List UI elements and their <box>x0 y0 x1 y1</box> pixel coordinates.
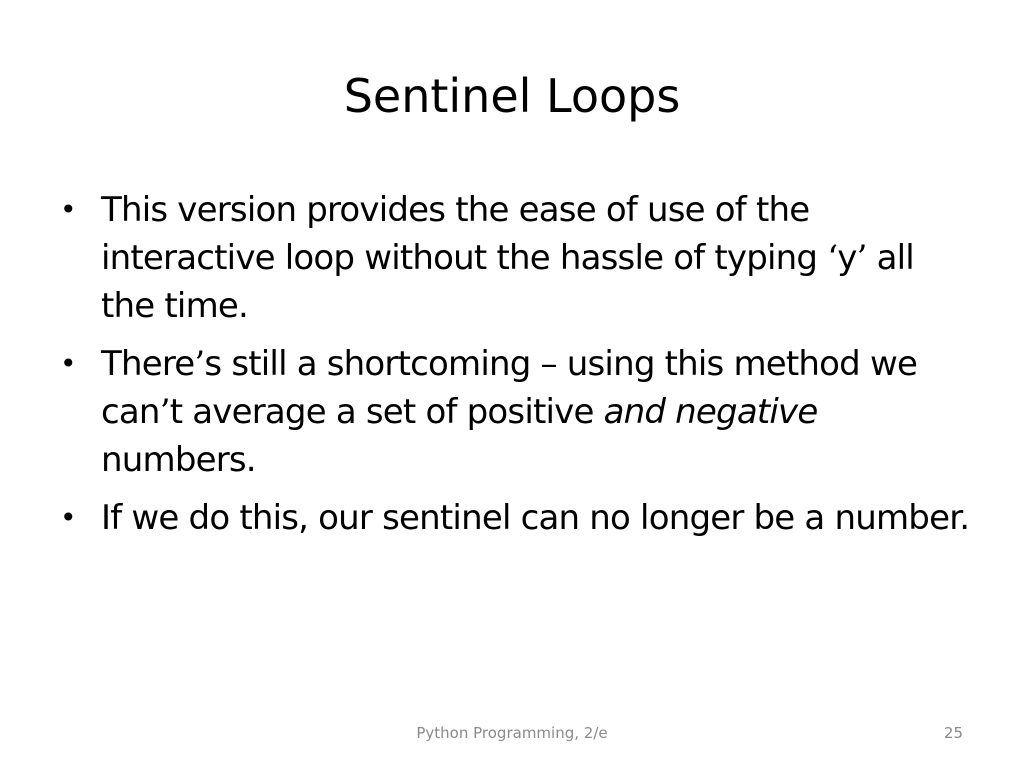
bullet-2-text-b: s still a shortcoming <box>204 344 541 384</box>
bullet-1-text-c: all the time. <box>101 238 914 326</box>
bullet-2-emphasis: and negative <box>603 392 818 432</box>
footer-title: Python Programming, 2/e <box>416 724 608 742</box>
bullet-1-close-quote: ’ <box>856 238 867 278</box>
bullet-2-text-d: t average a set of positive <box>169 392 604 432</box>
bullet-icon: • <box>60 193 76 226</box>
bullet-item-3 <box>60 494 970 542</box>
bullet-icon: • <box>60 347 76 380</box>
bullet-2-apostrophe-2: ’ <box>159 392 170 432</box>
bullet-list <box>60 186 970 552</box>
bullet-1-text-a: This version provides the ease of use of the interactive loop without the hassle of typing <box>101 190 828 278</box>
bullet-icon: • <box>60 501 76 534</box>
bullet-3-text: If we do this, our sentinel can no longer be a number. <box>101 498 970 538</box>
bullet-2-text-e: numbers. <box>101 440 256 480</box>
bullet-item-2 <box>60 340 970 484</box>
bullet-2-text-c: using this method we can <box>101 344 918 432</box>
bullet-2-text-a: There <box>101 344 195 384</box>
bullet-2-apostrophe-1: ’ <box>194 344 205 384</box>
bullet-1-text-b: y <box>837 238 857 278</box>
bullet-item-1 <box>60 186 970 330</box>
slide-title: Sentinel Loops <box>343 69 681 123</box>
page-number: 25 <box>943 724 963 742</box>
bullet-2-dash: – <box>540 344 557 384</box>
bullet-1-open-quote: ‘ <box>827 238 838 278</box>
